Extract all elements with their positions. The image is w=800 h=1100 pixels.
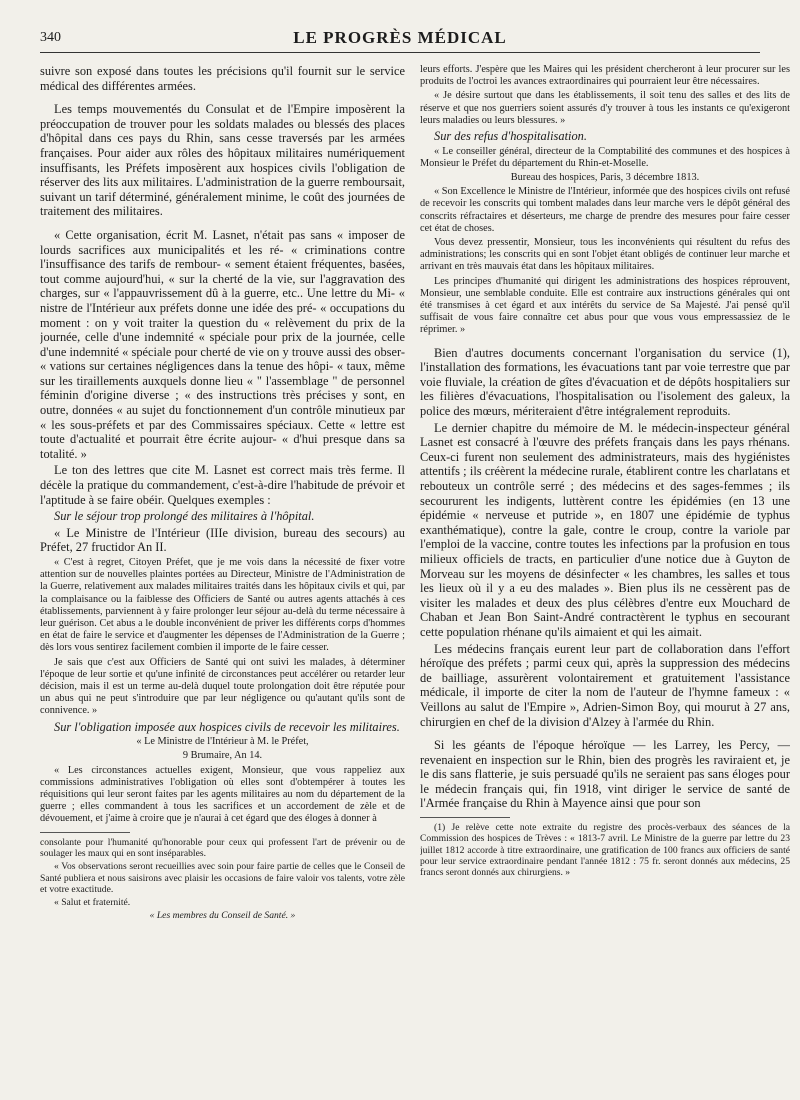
paragraph: « Le conseiller général, directeur de la Comptabilité des communes et des hospices à Monsieur le Préfet du département du Rhin-et-Moselle. bbox=[420, 145, 790, 169]
signature: « Les membres du Conseil de Santé. » bbox=[149, 910, 296, 922]
paragraph: « Je désire surtout que dans les établissements, il soit tenu des salles et des lits de réserve et que nos guerriers soient assurés d'y trouver à tous les instants ce qu'exigeront leurs maladies ou leurs blessures. » bbox=[420, 90, 790, 126]
paragraph: Vous devez pressentir, Monsieur, tous les inconvénients qui résultent du refus des administrations; les conscrits qui en sont l'objet étant obligés de continuer leur marche et arrivant en très mauvais état dans les hôpitaux militaires. bbox=[420, 237, 790, 273]
paragraph: « Les circonstances actuelles exigent, Monsieur, que vous rappeliez aux commissions administratives l'obligation où elles sont d'obtempérer à toutes les réquisitions qui leur seront faites par les agents militaires au nom du département de la guerre ; elles commandent à tous les sacrifices et un accordement de zèle et de dévouement, et j'aime à croire que je n'aurai à cet égard que des éloges à donner à bbox=[40, 764, 405, 825]
paragraph: « Cette organisation, écrit M. Lasnet, n'était pas sans « imposer de lourds sacrifices aux municipalités et les ré- « criminations contre l'insuffisance des tarifs de rembour- « sement étaient fréquentes, basées, tout comme aujourd'hui, « sur la cherté de la vie, sur l'aggravation des charges, sur « l'appauvrissement dû à la guerre, etc.. Une lettre du Mi- « nistre de l'Intérieur aux préfets donne une idée des pré- « occupations du moment : on y voit traiter la question du « relèvement du prix de la journée, celle d'une indemnité « spéciale pour prix de la journée, celle d'une indemnité « spéciale pour cherté de vie on y trouve aussi des obser- « vations sur certaines négligences dans la tenue des hôpi- « taux, même sur les tiraillements auxquels donne lieu « " l'assemblage " de personnel féminin d'origine diverse ; « des instructions très précises y sont, en outre, données « au sujet du fonctionnement d'un contrôle minutieux par « les sous-préfets et par des Commissaires spéciaux. Cette « lettre est toute d'actualité et pourrait être écrite aujour- « d'hui presque dans sa totalité. » bbox=[40, 227, 405, 461]
divider bbox=[40, 832, 130, 833]
paragraph: Les principes d'humanité qui dirigent les administrations des hospices réprouvent, Monsieur, une semblable conduite. Elle est contraire aux instructions générales qui ont été transmises à cet égard et aux intérêts du service de Sa Majesté. J'ai pensé qu'il suffisait de vous faire connaître cet abus pour que vous vous empressassiez de le réprimer. » bbox=[420, 275, 790, 336]
left-column bbox=[40, 64, 405, 924]
paragraph: « Le Ministre de l'Intérieur (IIIe division, bureau des secours) au Préfet, 27 fructidor An II. bbox=[40, 525, 405, 555]
paragraph: Si les géants de l'époque héroïque — les Larrey, les Percy, — revenaient en inspection sur le Rhin, bien des progrès les raviraient et, je le dis sans flatterie, je suis persuadé qu'ils ne seraient pas sans éloges pour le médecin français qui, fin 1918, vint diriger le service de santé de l'Armée française du Rhin à Mayence ainsi que pour son bbox=[420, 738, 790, 811]
journal-title: LE PROGRÈS MÉDICAL bbox=[293, 28, 507, 47]
paragraph: suivre son exposé dans toutes les précisions qu'il fournit sur le service médical des différentes armées. bbox=[40, 64, 405, 93]
paragraph: consolante pour l'humanité qu'honorable pour ceux qui professent l'art de prévenir ou de soulager les maux qui en sont inséparables. bbox=[40, 836, 405, 859]
section-heading: Sur des refus d'hospitalisation. bbox=[434, 129, 587, 144]
letter-date: Bureau des hospices, Paris, 3 décembre 1813. bbox=[510, 172, 700, 184]
paragraph: Je sais que c'est aux Officiers de Santé qui ont suivi les malades, à déterminer l'époque de leur sortie et qu'une infinité de circonstances peut accélérer ou retarder leur décision, mais il est un terme au-delà duquel toute prolongation doit être réputée pour un abus qui ne peut s'introduire que par leur négligence ou qu'autant qu'ils sont de connivence. » bbox=[40, 656, 405, 717]
right-column bbox=[420, 64, 790, 881]
paragraph: « Son Excellence le Ministre de l'Intérieur, informée que des hospices civils ont refusé de recevoir les conscrits qui tombent malades dans leur marche vers le dépôt général des conscrits réfractaires et déserteurs, me charge de prendre des mesures pour faire cesser cet état de choses. bbox=[420, 186, 790, 234]
page-header bbox=[40, 28, 760, 52]
letter-heading: « Le Ministre de l'Intérieur à M. le Préfet, bbox=[136, 736, 309, 748]
section-heading: Sur le séjour trop prolongé des militaires à l'hôpital. bbox=[54, 509, 315, 524]
section-heading: Sur l'obligation imposée aux hospices civils de recevoir les militaires. bbox=[54, 719, 400, 734]
paragraph: « Vos observations seront recueillies avec soin pour faire partie de celles que le Conseil de Santé publiera et nous saisirons avec plaisir les occasions de faire valoir vos talents, votre zèle et votre exactitude. bbox=[40, 861, 405, 895]
header-rule bbox=[40, 52, 760, 53]
paragraph: Le ton des lettres que cite M. Lasnet est correct mais très ferme. Il décèle la pratique du commandement, c'est-à-dire l'habitude de prévoir et l'aptitude à se faire obéir. Quelques exemples : bbox=[40, 463, 405, 507]
letter-date: 9 Brumaire, An 14. bbox=[182, 750, 263, 762]
paragraph: Les temps mouvementés du Consulat et de l'Empire imposèrent la préoccupation de trouver pour les soldats malades ou blessés des places d'hôpital dans ces pays du Rhin, sans cesse traversés par les armées françaises. Pour aider aux rôles des hôpitaux militaires numériquement insuffisants, les Préfets imposèrent aux hospices civils l'obligation de réserver des lits aux militaires. L'administration de la guerre remboursait, suivant un tarif déterminé, généralement minime, le coût des journées de traitement des militaires. bbox=[40, 102, 405, 219]
paragraph: Les médecins français eurent leur part de collaboration dans l'effort héroïque des préfets ; parmi ceux qui, après la suppression des médecins de bailliage, assurèrent volontairement et gratuitement l'assistance médicale, il importe de citer la nom de l'auteur de l'hymne fameux : « Veillons au salut de l'Empire », Adrien-Simon Boy, qui mourut à 27 ans, chirurgien en chef de la division d'Alzey à l'armée du Rhin. bbox=[420, 641, 790, 729]
paragraph: leurs efforts. J'espère que les Maires qui les président chercheront à leur procurer sur les produits de l'octroi les avances extraordinaires qui pourraient leur être nécessaires. bbox=[420, 64, 790, 88]
paragraph: Bien d'autres documents concernant l'organisation du service (1), l'installation des formations, les évacuations tant par voie terrestre que par voie fluviale, la création de gîtes d'évacuation et de dépôts hospitaliers sur les filières d'évacuations, l'hospitalisation ou l'isolement des galeux, la police des mœurs, mériteraient d'être intégralement reproduits. bbox=[420, 345, 790, 419]
footnote: (1) Je relève cette note extraite du registre des procès-verbaux des séances de la Commission des hospices de Trèves : « 1813-7 avril. Le Ministre de la guerre par lettre du 23 juillet 1812 accorde à titre extraordinaire, une gratification de 100 francs aux officiers de santé pour leur service extraordinaire pendant l'année 1812 : 75 fr. seront donnés aux médecins, 25 francs seront donnés aux chirurgiens. » bbox=[420, 822, 790, 879]
paragraph: « C'est à regret, Citoyen Préfet, que je me vois dans la nécessité de fixer votre attention sur de nouvelles plaintes portées au Directeur, Ministre de l'Administration de la Guerre, relativement aux malades militaires traités dans les hôpitaux civils et qui, par la complaisance ou la faiblesse des Officiers de Santé ou autres agents attachés à ces établissements, parviennent à y faire prolonger leur séjour au-delà du terme nécessaire à leur guérison. Cet abus a le double inconvénient de priver les différents corps d'hommes en état de faire le service et d'augmenter les dépenses de l'Administration de la Guerre ; dès lors vous sentirez facilement combien il importe de le faire cesser. bbox=[40, 557, 405, 654]
paragraph: « Salut et fraternité. bbox=[54, 897, 131, 909]
footnote-divider bbox=[420, 817, 510, 818]
paragraph: Le dernier chapitre du mémoire de M. le médecin-inspecteur général Lasnet est consacré à l'œuvre des préfets français dans les pays rhénans. Ceux-ci furent non seulement des administrateurs, mais des hygiénistes attentifs ; ils créèrent la médecine rurale, établirent contre les charlatans et rebouteux un contrôle serré ; des médecins et des sages-femmes ; ils secoururent les indigents, luttèrent contre les épidémies (en 13 une épidémie « nerveuse et putride », en 1807 une épidémie de typhus exanthématique), contre la gale, contre le croup, contre la variole par l'emploi de la vaccine, contre toutes les infections par la profusion en tous milieux officiels de tracts, en particulier d'une notice due à Guyton de Morveau sur les moyens de désinfecter « les chambres, les salles et tous les lieux où il y a eu des malades ». Bien plus ils ne cessèrent pas de visiter les malades et deux des plus célèbres d'entre eux Mouchard de Chaban et Jean Bon Saint-André contractèrent le typhus en secourant cette population rhénane qu'ils aimaient et qui les aimait. bbox=[420, 420, 790, 639]
page-number: 340 bbox=[40, 30, 61, 45]
